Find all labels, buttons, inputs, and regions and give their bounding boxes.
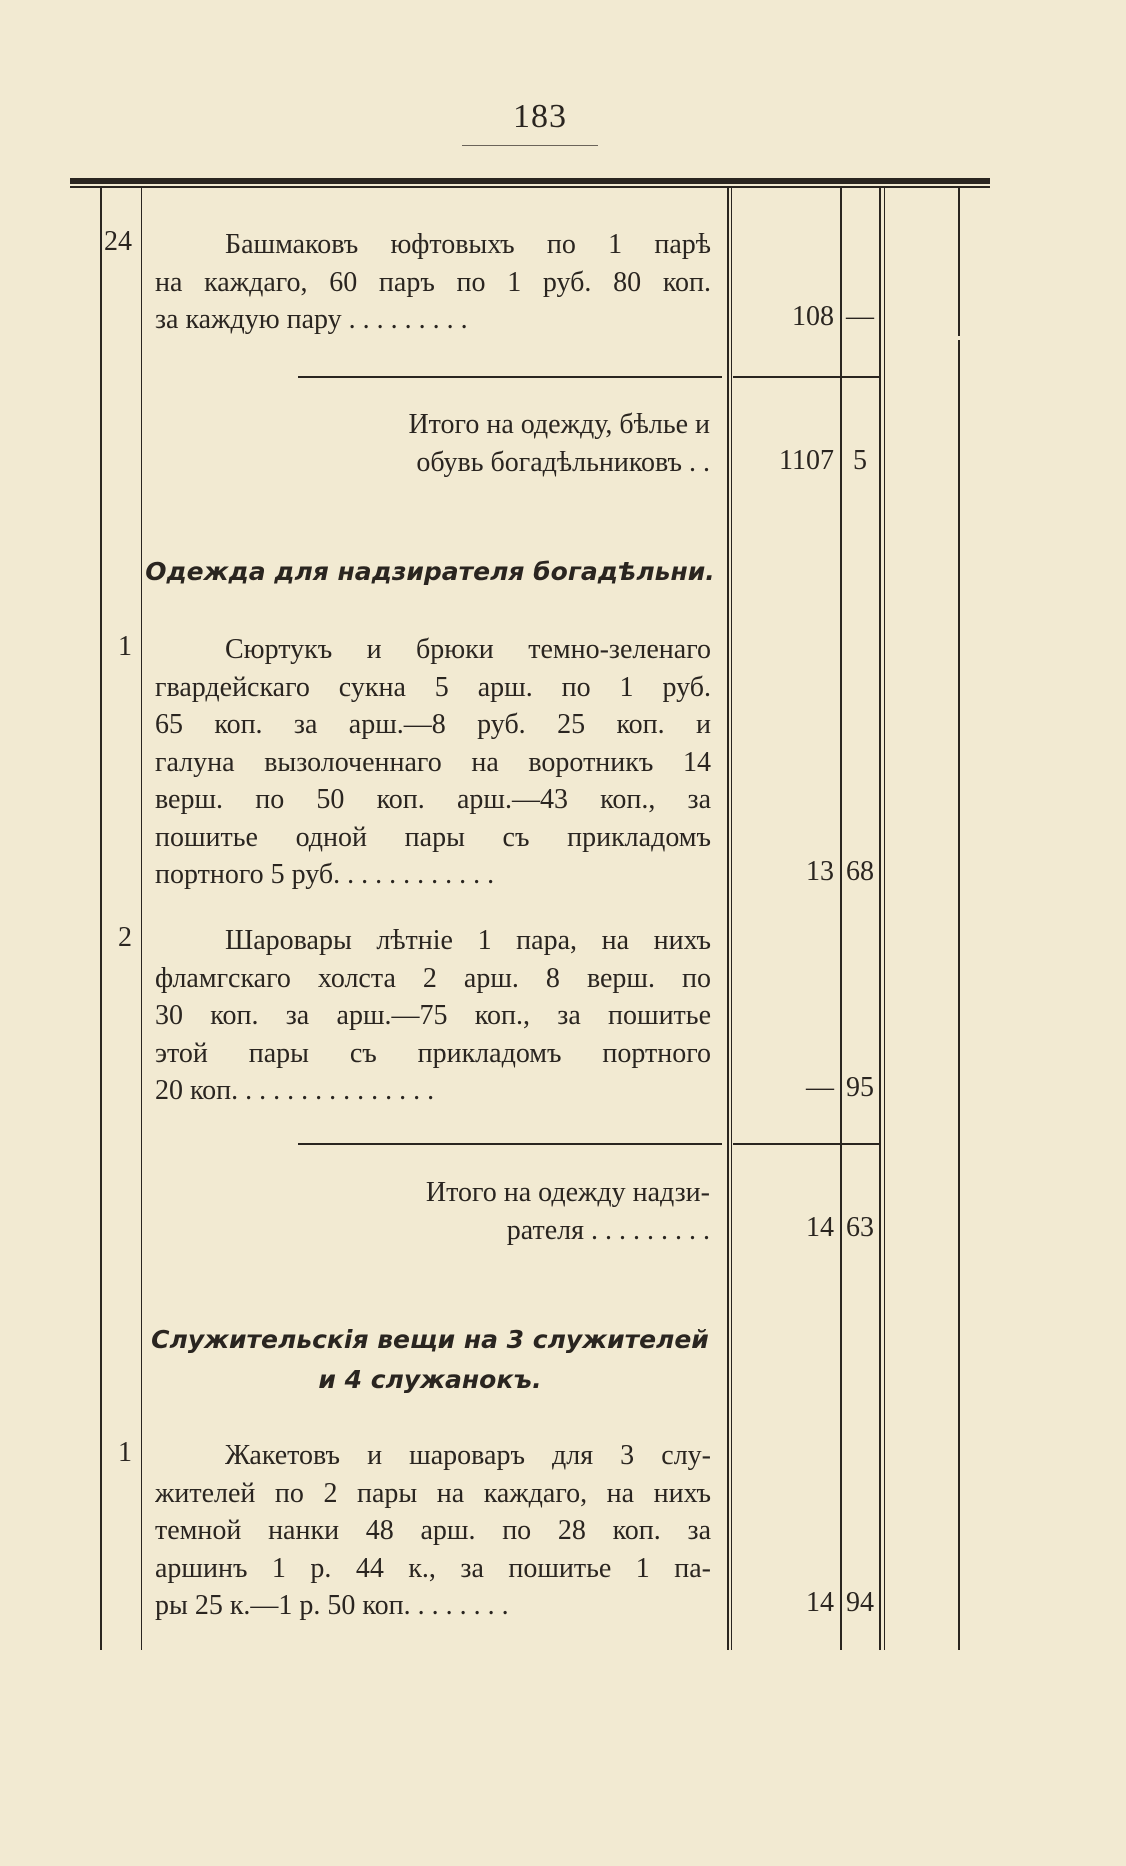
entry-line: Сюртукъ и брюки темно-зеленаго	[225, 634, 711, 665]
entry-line: Шаровары лѣтніе 1 пара, на нихъ	[225, 925, 711, 956]
amount-kopecks: 95	[846, 1072, 874, 1103]
amount-rubles: 14	[806, 1587, 834, 1618]
entry-line: галуна вызолоченнаго на воротникъ 14	[155, 746, 711, 778]
entry-line: гвардейскаго сукна 5 арш. по 1 руб.	[155, 671, 711, 703]
amount-rubles: —	[806, 1072, 834, 1103]
entry-line: фламгскаго холста 2 арш. 8 верш. по	[155, 962, 711, 994]
entry-line: 65 коп. за арш.—8 руб. 25 коп. и	[155, 709, 711, 740]
amount-rubles: 108	[792, 301, 834, 332]
amount-kopecks: —	[846, 301, 874, 332]
entry-line: ры 25 к.—1 р. 50 коп. . . . . . . .	[155, 1590, 509, 1621]
entry-line: темной нанки 48 арш. по 28 коп. за	[155, 1515, 711, 1546]
column-rule-number	[141, 188, 142, 1650]
entry-number: 1	[118, 1437, 132, 1468]
entry-line: этой пары съ прикладомъ портного	[155, 1037, 711, 1069]
section-heading: Одежда для надзирателя богадѣльни.	[145, 557, 715, 586]
entry-text	[155, 226, 711, 339]
section-heading: Служительскія вещи на 3 служителей	[151, 1325, 709, 1354]
entry-line: аршинъ 1 р. 44 к., за пошитье 1 па-	[155, 1552, 711, 1584]
entry-line: 20 коп. . . . . . . . . . . . . . .	[155, 1075, 435, 1106]
column-rule-kopecks	[879, 188, 881, 1650]
subtotal-rule-amount	[733, 376, 879, 378]
entry-number: 2	[118, 922, 132, 953]
subtotal-text	[300, 406, 710, 481]
top-rule-thin	[70, 186, 990, 188]
column-rule-kopecks-double	[884, 188, 885, 1650]
subtotal-kopecks: 63	[846, 1212, 874, 1243]
entry-line: за каждую пару . . . . . . . . .	[155, 304, 468, 335]
entry-text	[155, 631, 711, 894]
entry-text	[155, 922, 711, 1110]
amount-rubles: 13	[806, 856, 834, 887]
entry-line: Башмаковъ юфтовыхъ по 1 парѣ	[225, 229, 711, 260]
column-rule-right-top	[958, 188, 960, 336]
subtotal-line: Итого на одежду, бѣлье и	[408, 409, 710, 440]
entry-text	[155, 1437, 711, 1625]
entry-line: пошитье одной пары съ прикладомъ	[155, 821, 711, 853]
entry-number: 1	[118, 631, 132, 662]
amount-kopecks: 68	[846, 856, 874, 887]
subtotal-line: рателя . . . . . . . . .	[506, 1214, 710, 1246]
subtotal-line: Итого на одежду надзи-	[425, 1177, 710, 1208]
column-rule-right	[958, 340, 960, 1650]
subtotal-line: обувь богадѣльниковъ . .	[416, 446, 710, 478]
column-rule-left	[100, 188, 102, 1650]
entry-line: Жакетовъ и шароваръ для 3 слу-	[225, 1440, 711, 1471]
entry-line: на каждаго, 60 паръ по 1 руб. 80 коп.	[155, 266, 711, 298]
entry-line: верш. по 50 коп. арш.—43 коп., за	[155, 784, 711, 815]
entry-line: 30 коп. за арш.—75 коп., за пошитье	[155, 1000, 711, 1031]
section-heading-continued: и 4 служанокъ.	[318, 1365, 542, 1394]
entry-line: портного 5 руб. . . . . . . . . . . .	[155, 859, 495, 890]
column-rule-text-double	[731, 188, 732, 1650]
subtotal-rubles: 1107	[779, 445, 834, 476]
entry-line: жителей по 2 пары на каждаго, на нихъ	[155, 1477, 711, 1509]
subtotal-rule-text	[298, 376, 722, 378]
subtotal-kopecks: 5	[853, 445, 867, 476]
amount-kopecks: 94	[846, 1587, 874, 1618]
subtotal-rule-amount-2	[733, 1143, 879, 1145]
column-rule-text	[727, 188, 729, 1650]
page-number: 183	[513, 98, 567, 135]
entry-number: 24	[104, 226, 132, 257]
subtotal-text	[330, 1174, 710, 1249]
column-rule-rubles	[840, 188, 842, 1650]
subtotal-rule-text-2	[298, 1143, 722, 1145]
top-rule	[70, 178, 990, 184]
subtotal-rubles: 14	[806, 1212, 834, 1243]
page-number-rule	[462, 145, 598, 146]
